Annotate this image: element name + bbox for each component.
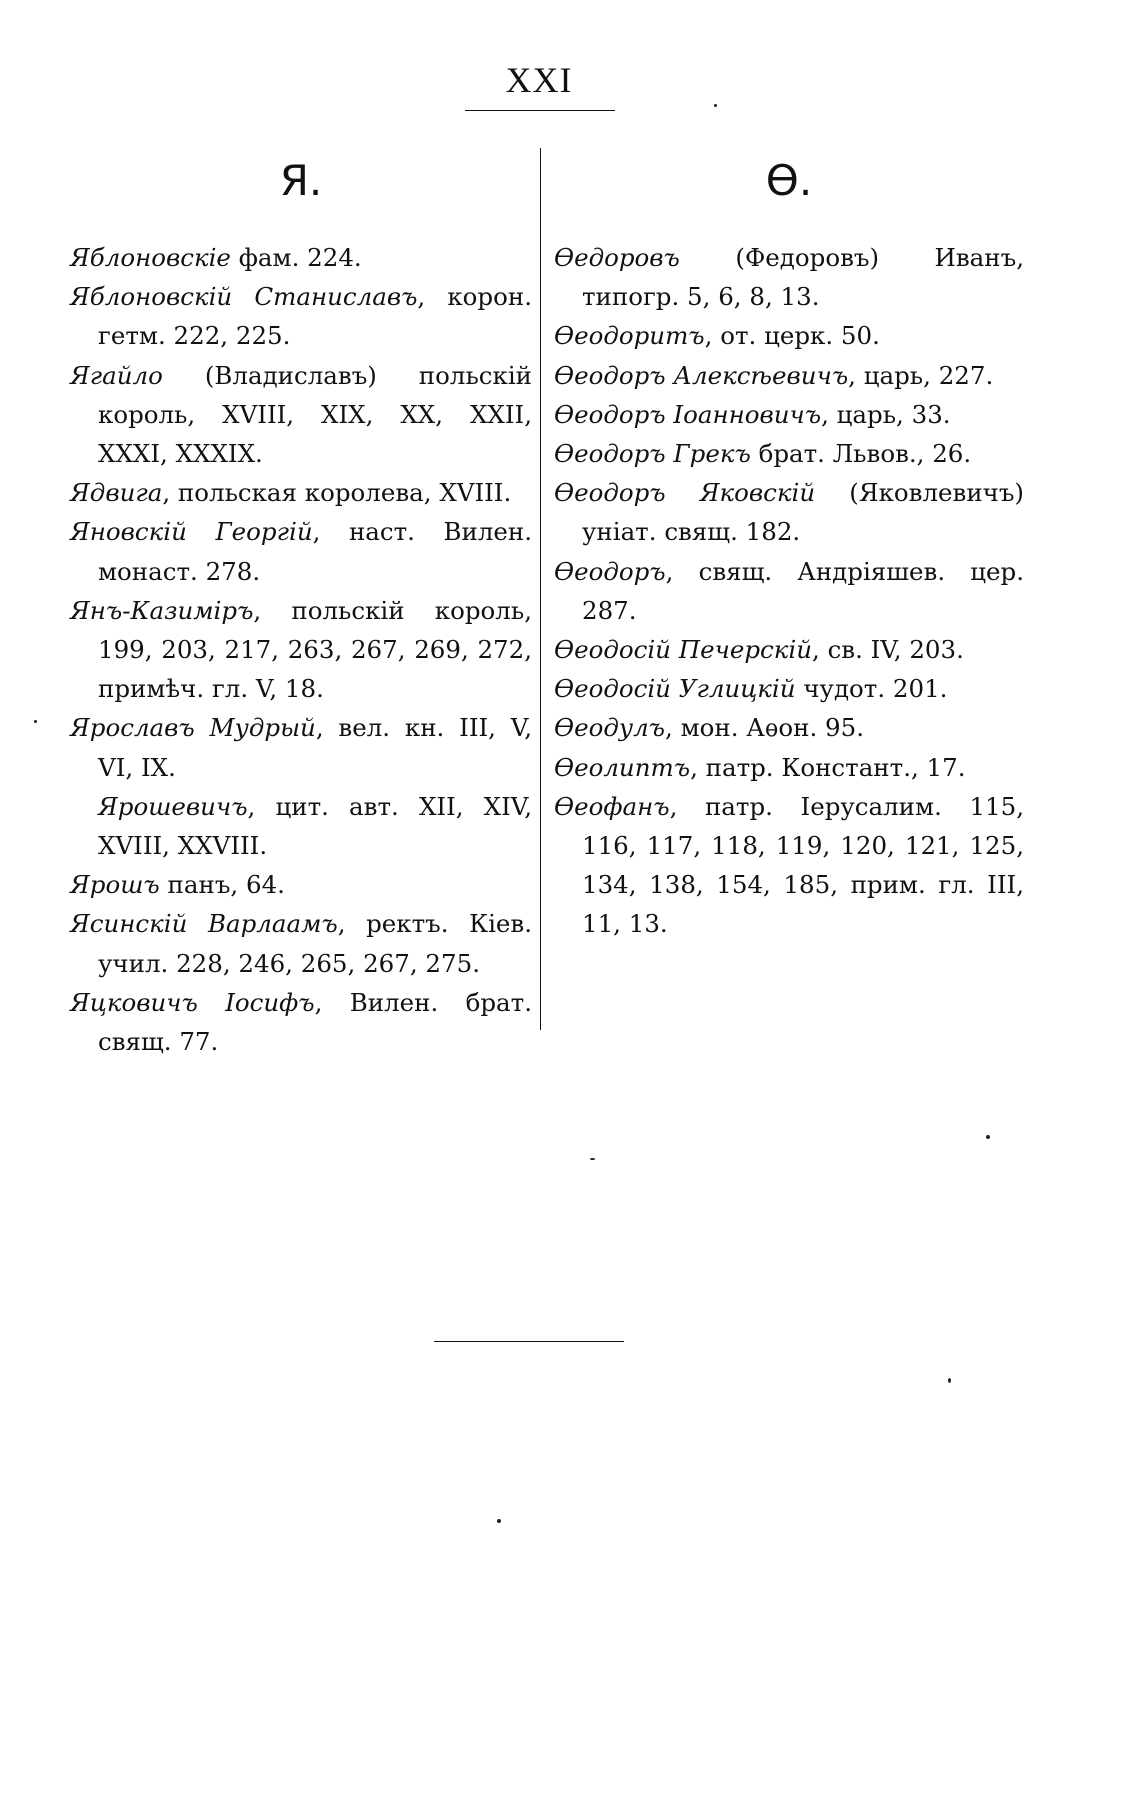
entry-name: Ѳеофанъ (554, 791, 670, 821)
entry-text: , ректъ. Кіев. учил. 228, 246, 265, 267, 275. (98, 909, 532, 978)
index-entry (554, 669, 1024, 708)
entry-text: , мон. Аѳон. 95. (665, 713, 865, 743)
entry-text: , патр. Констант., 17. (690, 752, 966, 782)
entry-text: , польскій король, 199, 203, 217, 263, 267, 269, 272, примѣч. гл. V, 18. (98, 595, 532, 704)
index-entry (70, 277, 532, 355)
index-entry (554, 473, 1024, 551)
entry-text: , польская королева, XVIII. (162, 478, 512, 508)
column-divider (540, 148, 541, 1030)
entry-text: , от. церк. 50. (704, 321, 880, 351)
index-entry (554, 316, 1024, 355)
entry-name: Ярославъ Мудрый (70, 713, 316, 743)
entry-text: , царь, 33. (821, 399, 951, 429)
index-entry (70, 983, 532, 1061)
index-entry (70, 708, 532, 786)
entry-text: , вел. кн. III, V, VI, IX. (98, 713, 532, 782)
entry-text: чудот. 201. (795, 674, 948, 704)
page-number: XXI (505, 60, 573, 100)
index-entry (70, 865, 532, 904)
scan-speck (497, 1519, 501, 1523)
entry-name: Ѳеодоръ Алексѣевичъ (554, 360, 849, 390)
right-column (554, 150, 1024, 944)
entry-name: Ярошъ (70, 870, 160, 900)
entry-text: , патр. Іерусалим. 115, 116, 117, 118, 119, 120, 121, 125, 134, 138, 154, 185, прим. гл. III, 11, 13. (582, 791, 1024, 939)
section-letter-fita: Ѳ. (765, 156, 813, 205)
entry-text: (Федоровъ) Иванъ, типогр. 5, 6, 8, 13. (582, 243, 1024, 312)
entry-name: Яблоновскій Станиславъ (70, 282, 418, 312)
entry-name: Яцковичъ Іосифъ (70, 987, 315, 1017)
entry-text: , корон. гетм. 222, 225. (98, 282, 532, 351)
entry-name: Ясинскій Варлаамъ (70, 909, 338, 939)
entry-name: Ѳеолиптъ (554, 752, 691, 782)
scan-speck (986, 1135, 990, 1139)
section-letter-ya: Я. (279, 156, 323, 205)
index-entry (554, 787, 1024, 944)
entry-name: Яблоновскіе (70, 243, 231, 272)
entry-text: , цит. авт. XII, XIV, XVIII, XXVIII. (98, 791, 532, 861)
entry-name: Ѳедоровъ (554, 243, 680, 272)
entry-name: Ѳеодоръ (554, 556, 666, 586)
scan-speck (34, 720, 37, 723)
left-column (70, 150, 532, 1061)
entry-name: Ягайло (70, 360, 163, 390)
entry-name: Ѳеодоръ Грекъ (554, 439, 751, 469)
entry-text: (Яковлевичъ) уніат. свящ. 182. (582, 478, 1024, 547)
entry-name: Ѳеодоритъ (554, 321, 705, 351)
entry-name: Ѳеодоръ Іоанновичъ (554, 399, 822, 429)
entry-name: Ѳеодосій Печерскій (554, 635, 812, 665)
scan-speck (948, 1378, 951, 1383)
footer-rule (434, 1341, 624, 1342)
header-rule (465, 110, 615, 111)
scan-speck (714, 104, 717, 107)
entry-text: фам. 224. (230, 243, 362, 272)
entry-name: Ярошевичъ (98, 791, 248, 821)
entry-name: Ядвига (70, 478, 163, 508)
entry-name: Яновскій Георгій (70, 517, 313, 547)
index-entry (554, 552, 1024, 630)
entry-text: , Вилен. брат. свящ. 77. (98, 987, 532, 1057)
entry-name: Ѳеодоръ Яковскій (554, 478, 816, 508)
index-entries-ya (70, 238, 532, 1061)
index-entry (554, 708, 1024, 747)
index-entry (70, 356, 532, 474)
index-entry (554, 630, 1024, 669)
index-entry (70, 238, 532, 277)
entry-text: , царь, 227. (848, 360, 994, 390)
index-entry (554, 356, 1024, 395)
index-entry (554, 748, 1024, 787)
index-entry (554, 238, 1024, 316)
entry-text: , св. IV, 203. (812, 635, 964, 665)
entry-name: Ѳеодулъ (554, 713, 666, 743)
entry-text: , свящ. Андріяшев. цер. 287. (582, 556, 1024, 625)
entry-text: , наст. Вилен. монаст. 278. (98, 517, 532, 586)
entry-text: панъ, 64. (159, 870, 285, 900)
scan-speck (590, 1158, 595, 1160)
entry-text: брат. Львов., 26. (750, 439, 972, 469)
index-entries-fita (554, 238, 1024, 944)
index-entry (70, 904, 532, 982)
entry-name: Янъ-Казиміръ (70, 595, 254, 625)
index-entry (554, 434, 1024, 473)
index-entry (70, 473, 532, 512)
index-entry (70, 591, 532, 709)
entry-name: Ѳеодосій Углицкій (554, 674, 796, 704)
index-entry (70, 512, 532, 590)
entry-text: (Владиславъ) польскій король, XVIII, XIX, XX, XXII, XXXI, XXXIX. (98, 360, 532, 469)
index-entry (70, 787, 532, 865)
index-entry (554, 395, 1024, 434)
